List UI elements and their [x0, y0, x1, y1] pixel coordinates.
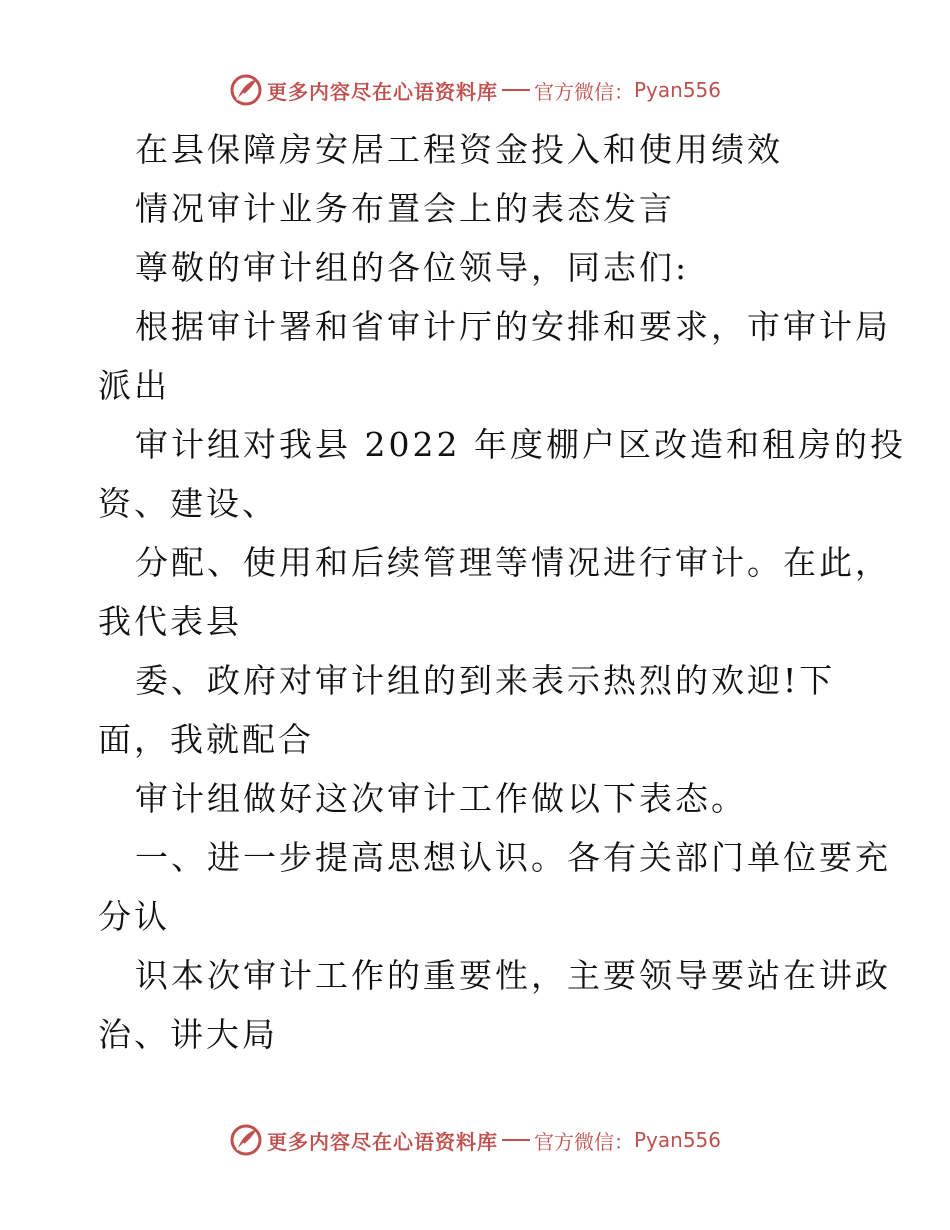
header-banner	[0, 70, 950, 110]
feather-logo-icon	[229, 1123, 263, 1157]
feather-logo-icon	[229, 73, 263, 107]
text-line: 治、讲大局	[98, 1015, 278, 1054]
text-line: 情况审计业务布置会上的表态发言	[135, 189, 675, 228]
footer-banner	[0, 1120, 950, 1160]
text-line: 分认	[98, 897, 170, 936]
document-body	[98, 120, 906, 1064]
text-line: 资、建设、	[98, 484, 278, 523]
banner-dash	[502, 1139, 530, 1141]
text-line: 审计组对我县 2022 年度棚户区改造和租房的投	[135, 425, 906, 464]
banner-wechat-id: Pyan556	[633, 1128, 721, 1152]
text-line: 在县保障房安居工程资金投入和使用绩效	[135, 130, 783, 169]
banner-wechat-id: Pyan556	[633, 78, 721, 102]
text-line: 审计组做好这次审计工作做以下表态。	[135, 779, 747, 818]
text-line: 派出	[98, 366, 170, 405]
text-line: 委、政府对审计组的到来表示热烈的欢迎!下	[135, 661, 836, 700]
banner-wechat-label: 官方微信：	[533, 79, 634, 104]
text-line: 面，我就配合	[98, 720, 314, 759]
banner-brand: 更多内容尽在心语资料库	[266, 79, 498, 104]
banner-brand: 更多内容尽在心语资料库	[266, 1129, 498, 1154]
text-line: 尊敬的审计组的各位领导，同志们:	[135, 248, 690, 287]
text-line: 我代表县	[98, 602, 242, 641]
banner-wechat-label: 官方微信：	[533, 1129, 634, 1154]
text-line: 一、进一步提高思想认识。各有关部门单位要充	[135, 838, 891, 877]
text-line: 根据审计署和省审计厅的安排和要求，市审计局	[135, 307, 891, 346]
text-line: 识本次审计工作的重要性，主要领导要站在讲政	[135, 956, 891, 995]
banner-dash	[502, 89, 530, 91]
text-line: 分配、使用和后续管理等情况进行审计。在此，	[135, 543, 891, 582]
